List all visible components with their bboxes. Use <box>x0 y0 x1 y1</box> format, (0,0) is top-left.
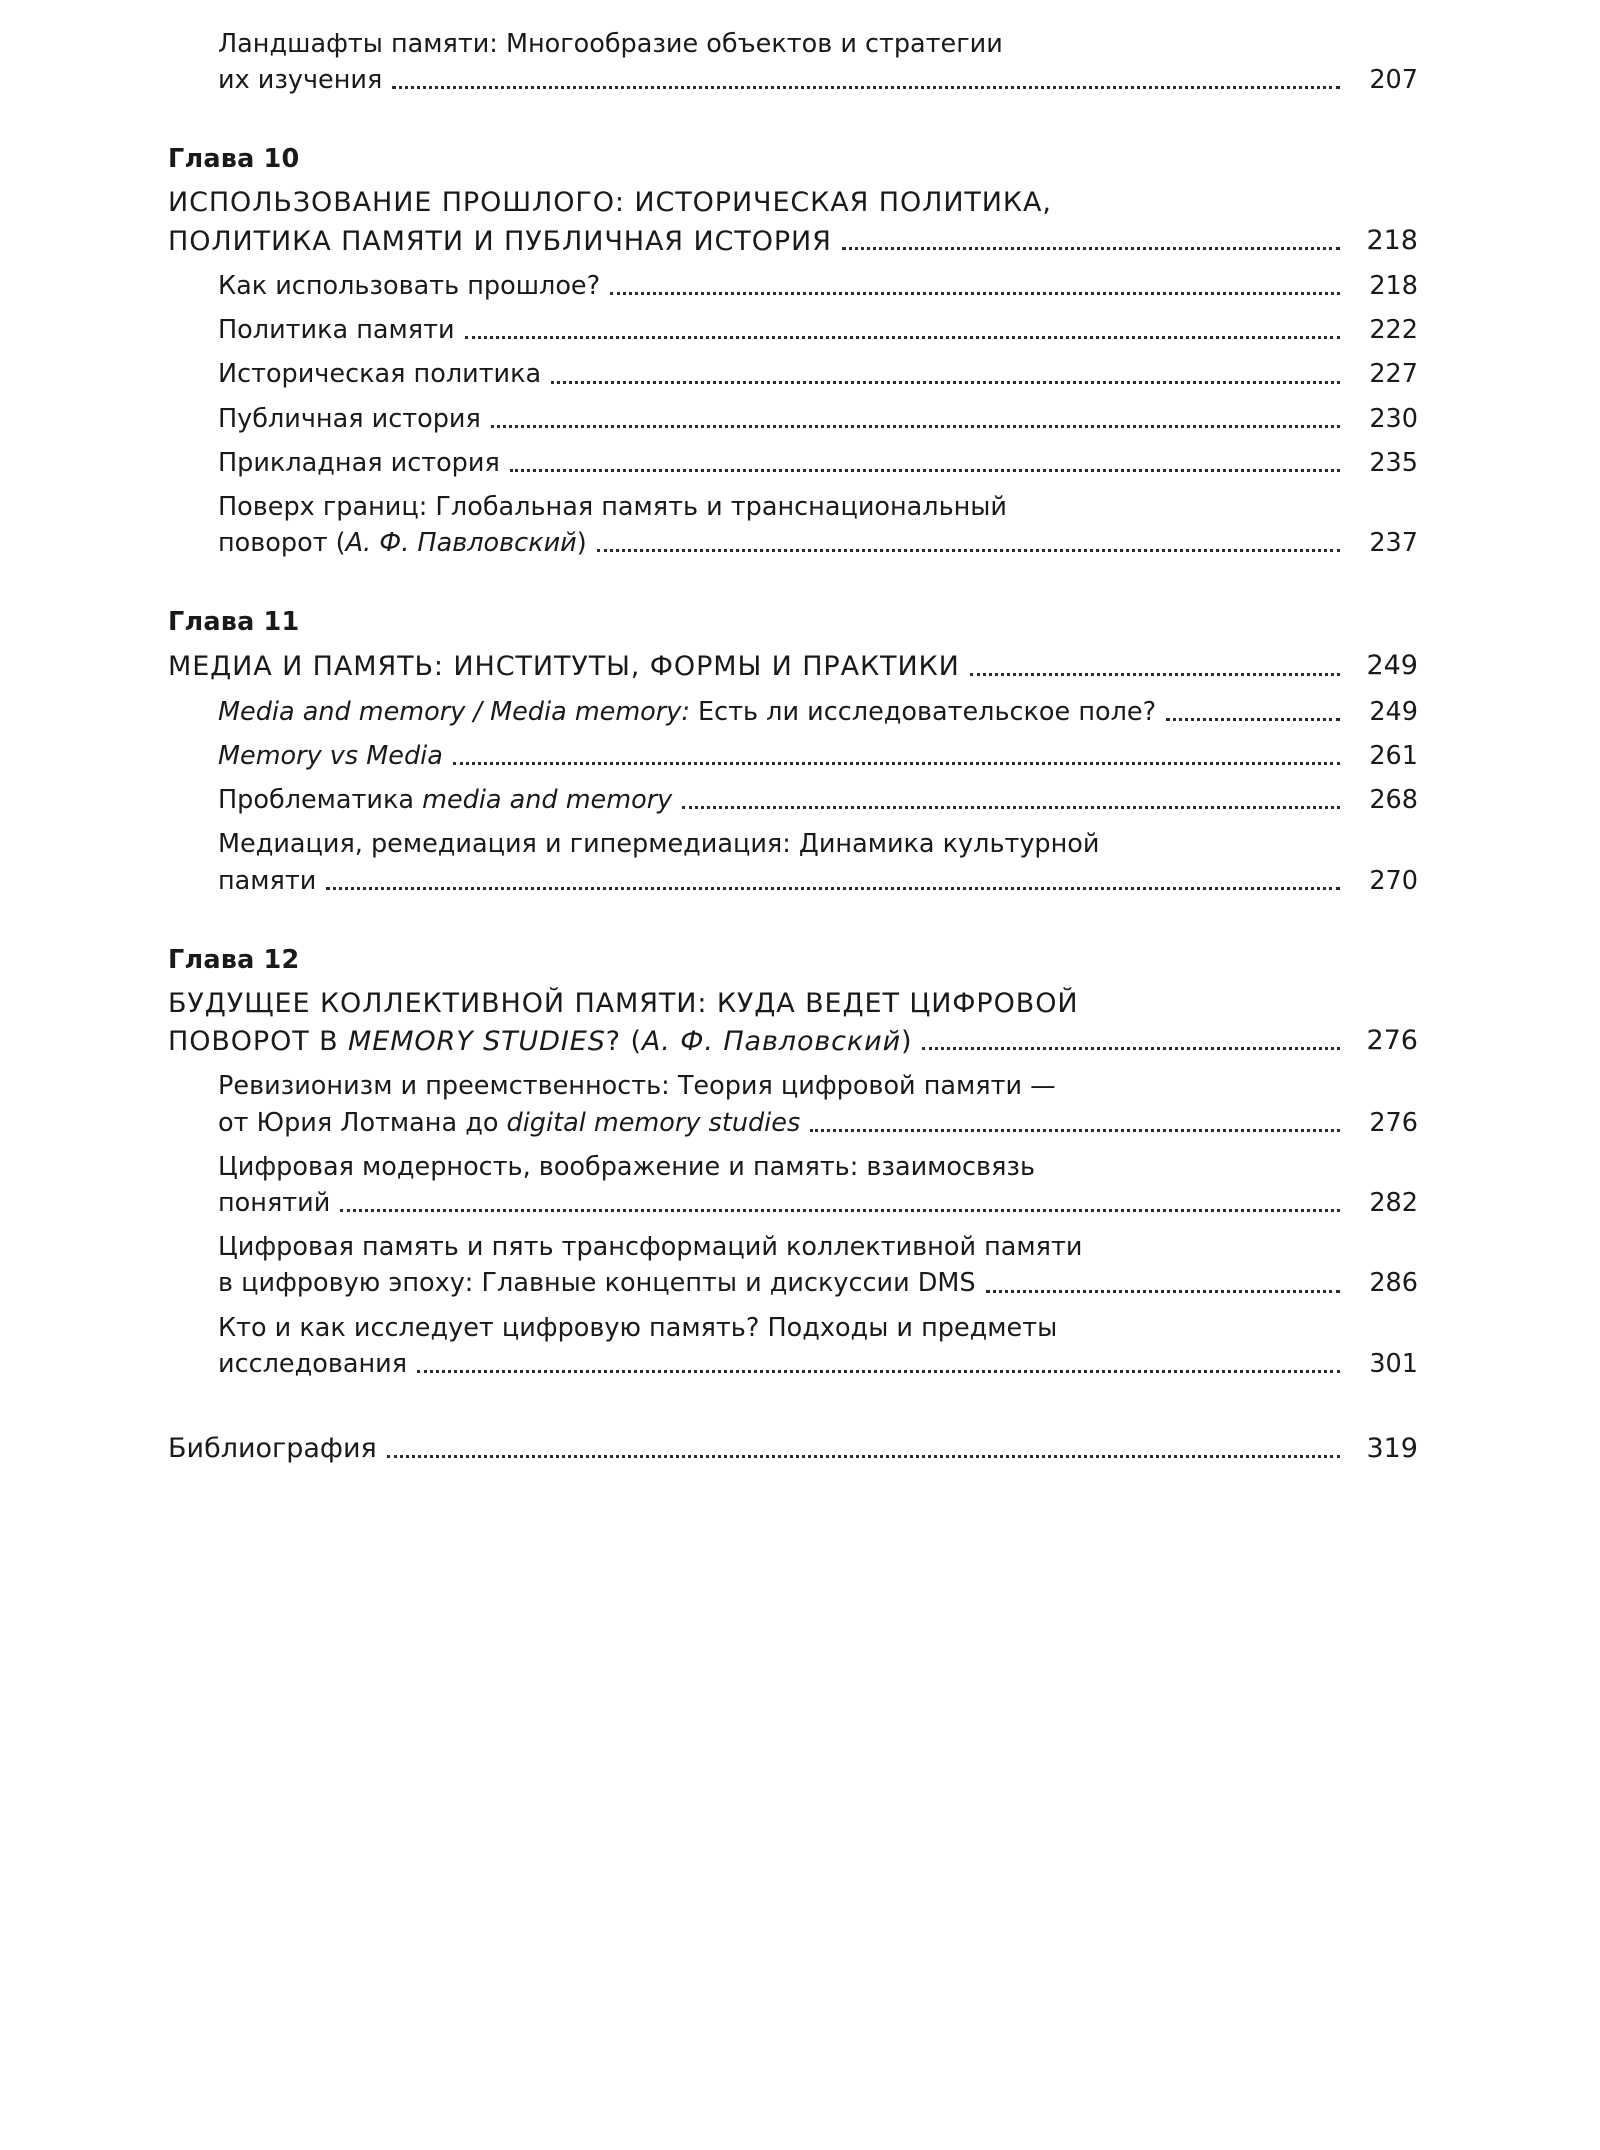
toc-section[interactable] <box>218 445 1418 481</box>
toc-section[interactable] <box>218 312 1418 348</box>
leader-dots <box>551 381 1340 384</box>
chapter-title[interactable] <box>168 647 1418 685</box>
toc-section-label: Прикладная история <box>218 447 500 478</box>
chapter-title[interactable] <box>168 985 1418 1061</box>
toc-section-label-line-2: понятий <box>218 1187 331 1218</box>
page-number: 276 <box>1369 1107 1418 1138</box>
toc-section-label: Проблематика media and memory <box>218 785 673 816</box>
toc-section-label: Публичная история <box>218 403 481 434</box>
leader-dots <box>510 469 1340 472</box>
toc-entry-bibliography[interactable] <box>168 1430 1418 1468</box>
toc-section-label-line-1: Медиация, ремедиация и гипермедиация: Динамика культурной <box>218 829 1100 860</box>
page-number: 249 <box>1369 696 1418 727</box>
page-number: 218 <box>1366 224 1418 256</box>
chapter-title-line-1: ИСПОЛЬЗОВАНИЕ ПРОШЛОГО: ИСТОРИЧЕСКАЯ ПОЛИТИКА, <box>168 187 1052 219</box>
leader-dots <box>491 425 1340 428</box>
toc-section[interactable] <box>218 1310 1418 1382</box>
toc-section[interactable] <box>218 694 1418 730</box>
toc-section[interactable] <box>218 782 1418 818</box>
page-number: 222 <box>1369 315 1418 346</box>
leader-dots <box>842 247 1340 250</box>
toc-section[interactable] <box>218 1149 1418 1221</box>
toc-section[interactable] <box>218 826 1418 898</box>
leader-dots <box>392 86 1340 89</box>
toc-section-label: Политика памяти <box>218 315 455 346</box>
page-number: 230 <box>1369 403 1418 434</box>
toc-section[interactable] <box>218 489 1418 561</box>
chapter-title[interactable] <box>168 184 1418 260</box>
toc-section-label-line-1: Цифровая память и пять трансформаций коллективной памяти <box>218 1232 1083 1263</box>
page-number: 227 <box>1369 359 1418 390</box>
chapter-title-line-2: ПОВОРОТ В MEMORY STUDIES? (А. Ф. Павловский) <box>168 1026 913 1058</box>
leader-dots <box>340 1209 1340 1212</box>
toc-section-label-line-2: в цифровую эпоху: Главные концепты и дискуссии DMS <box>218 1268 976 1299</box>
toc-section-label-line-1: Кто и как исследует цифровую память? Подходы и предметы <box>218 1312 1058 1343</box>
chapter-block-11 <box>168 607 1418 898</box>
toc-section-label: Memory vs Media <box>218 740 443 771</box>
chapter-label: Глава 12 <box>168 944 300 975</box>
bibliography-label: Библиография <box>168 1432 377 1464</box>
page-number: 282 <box>1369 1187 1418 1218</box>
leader-dots <box>326 887 1340 890</box>
page-number: 286 <box>1369 1268 1418 1299</box>
toc-section[interactable] <box>218 268 1418 304</box>
toc-section-label-line-1: Цифровая модерность, воображение и память: взаимосвязь <box>218 1151 1035 1182</box>
toc-entry-landscapes[interactable] <box>218 26 1418 98</box>
page-number: 237 <box>1369 528 1418 559</box>
toc-section[interactable] <box>218 401 1418 437</box>
leader-dots <box>417 1370 1340 1373</box>
page-number: 218 <box>1369 270 1418 301</box>
leader-dots <box>453 762 1340 765</box>
leader-dots <box>682 806 1340 809</box>
toc-entry-line-2: их изучения <box>218 65 383 96</box>
toc-entry-line-1: Ландшафты памяти: Многообразие объектов и стратегии <box>218 29 1003 59</box>
toc-section-label-line-2: поворот (А. Ф. Павловский) <box>218 528 587 559</box>
page-number: 270 <box>1369 865 1418 896</box>
page-number: 268 <box>1369 785 1418 816</box>
toc-section-label-line-1: Поверх границ: Глобальная память и транснациональный <box>218 492 1007 522</box>
leader-dots <box>810 1129 1340 1132</box>
toc-section-label-line-1: Ревизионизм и преемственность: Теория цифровой памяти — <box>218 1071 1056 1102</box>
chapter-block-10 <box>168 144 1418 561</box>
toc-section[interactable] <box>218 356 1418 392</box>
page-number: 235 <box>1369 447 1418 478</box>
toc-section-label-line-2: от Юрия Лотмана до digital memory studies <box>218 1107 801 1138</box>
leader-dots <box>986 1290 1340 1293</box>
page-number: 319 <box>1366 1432 1418 1464</box>
toc-section[interactable] <box>218 738 1418 774</box>
page-number: 276 <box>1366 1025 1418 1056</box>
leader-dots <box>922 1047 1340 1050</box>
page-number: 207 <box>1369 65 1418 96</box>
chapter-label: Глава 11 <box>168 607 300 638</box>
chapter-label: Глава 10 <box>168 144 300 175</box>
page-number: 249 <box>1366 650 1418 682</box>
table-of-contents <box>168 26 1418 1468</box>
chapter-title-line-1: БУДУЩЕЕ КОЛЛЕКТИВНОЙ ПАМЯТИ: КУДА ВЕДЕТ ЦИФРОВОЙ <box>168 987 1079 1019</box>
toc-section-label: Media and memory / Media memory: Есть ли исследовательское поле? <box>218 696 1157 727</box>
toc-section[interactable] <box>218 1229 1418 1301</box>
chapter-title-line-2: ПОЛИТИКА ПАМЯТИ И ПУБЛИЧНАЯ ИСТОРИЯ <box>168 225 832 257</box>
toc-section-label: Как использовать прошлое? <box>218 270 601 301</box>
leader-dots <box>970 673 1340 676</box>
chapter-block-12 <box>168 945 1418 1382</box>
toc-section-label: Историческая политика <box>218 359 542 390</box>
leader-dots <box>1166 718 1340 721</box>
page-number: 301 <box>1369 1348 1418 1379</box>
leader-dots <box>597 549 1340 552</box>
page-number: 261 <box>1369 740 1418 771</box>
leader-dots <box>610 292 1340 295</box>
toc-section[interactable] <box>218 1068 1418 1140</box>
leader-dots <box>465 336 1340 339</box>
toc-section-label-line-2: памяти <box>218 865 317 896</box>
leader-dots <box>387 1455 1340 1458</box>
toc-section-label-line-2: исследования <box>218 1348 408 1379</box>
chapter-title-line-1: МЕДИА И ПАМЯТЬ: ИНСТИТУТЫ, ФОРМЫ И ПРАКТИКИ <box>168 651 960 683</box>
